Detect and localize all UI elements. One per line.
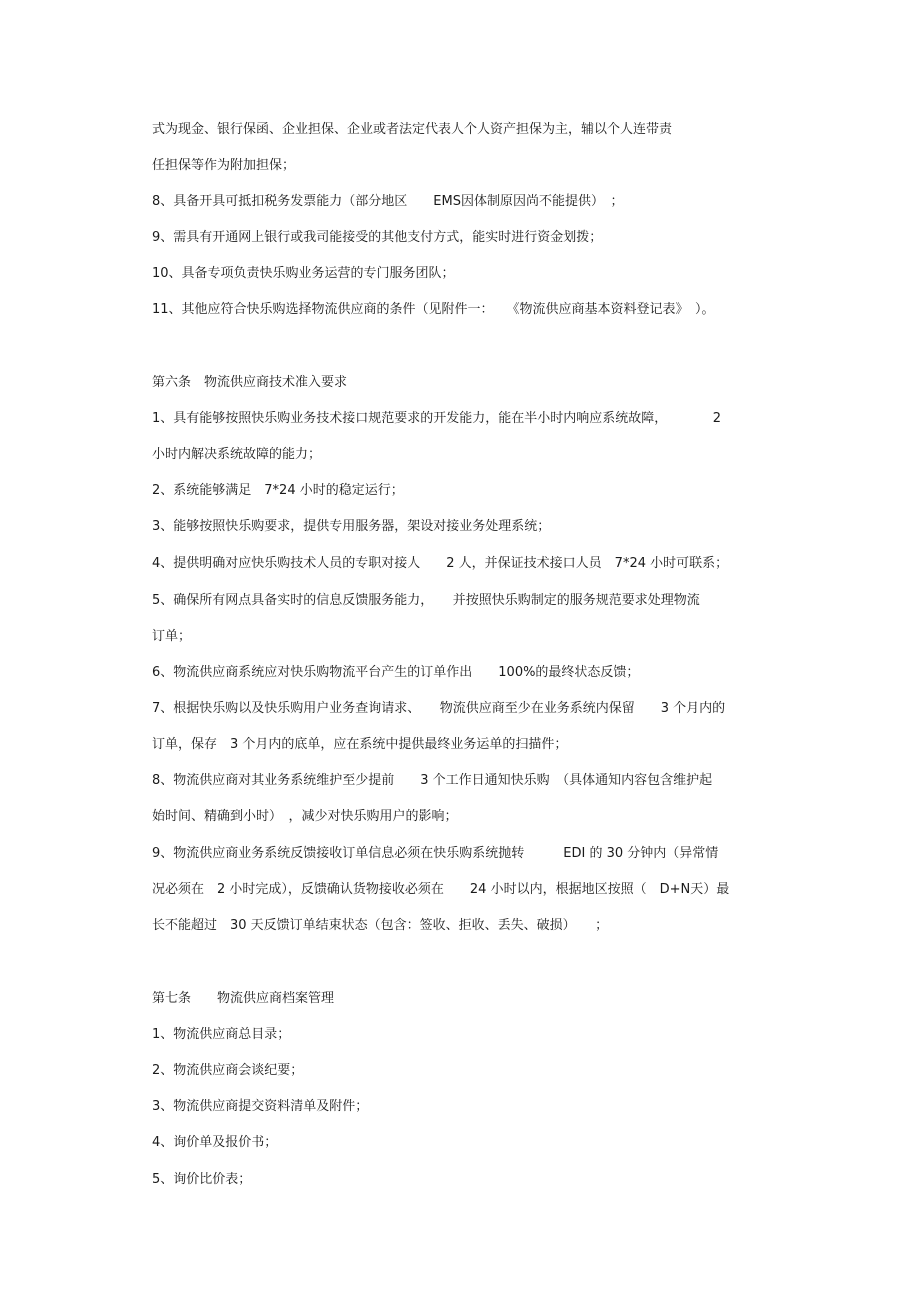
text-line: 式为现金、银行保函、企业担保、企业或者法定代表人个人资产担保为主，辅以个人连带责 xyxy=(152,122,673,137)
text-line: 始时间、精确到小时） ，减少对快乐购用户的影响； xyxy=(152,809,458,824)
text-line: 小时内解决系统故障的能力； xyxy=(152,447,322,462)
text-line: 3、能够按照快乐购要求，提供专用服务器，架设对接业务处理系统； xyxy=(152,519,551,534)
text-line: 5、询价比价表； xyxy=(152,1172,252,1187)
text-line: 6、物流供应商系统应对快乐购物流平台产生的订单作出 100%的最终状态反馈； xyxy=(152,665,640,680)
text-line: 2、系统能够满足 7*24 小时的稳定运行； xyxy=(152,483,404,498)
text-line: 7、根据快乐购以及快乐购用户业务查询请求、 物流供应商至少在业务系统内保留 3 个月内的 xyxy=(152,701,726,716)
text-line: 4、提供明确对应快乐购技术人员的专职对接人 2 人，并保证技术接口人员 7*24 小时可联系； xyxy=(152,556,729,571)
text-line: 11、其他应符合快乐购选择物流供应商的条件（见附件一： 《物流供应商基本资料登记表》 ）。 xyxy=(152,302,715,317)
text-line: 5、确保所有网点具备实时的信息反馈服务能力， 并按照快乐购制定的服务规范要求处理物流 xyxy=(152,593,700,608)
section-heading: 第六条 物流供应商技术准入要求 xyxy=(152,375,348,390)
text-line: 4、询价单及报价书； xyxy=(152,1135,278,1150)
text-line: 订单，保存 3 个月内的底单，应在系统中提供最终业务运单的扫描件； xyxy=(152,737,568,752)
text-line: 2、物流供应商会谈纪要； xyxy=(152,1063,304,1078)
text-line: 9、物流供应商业务系统反馈接收订单信息必须在快乐购系统抛转 EDI 的 30 分钟内（异常情 xyxy=(152,846,719,861)
text-line: 1、具有能够按照快乐购业务技术接口规范要求的开发能力，能在半小时内响应系统故障， 2 xyxy=(152,411,722,426)
text-line: 况必须在 2 小时完成），反馈确认货物接收必须在 24 小时以内，根据地区按照（ D+N天）最 xyxy=(152,882,730,897)
text-line: 任担保等作为附加担保； xyxy=(152,158,296,173)
text-line: 10、具备专项负责快乐购业务运营的专门服务团队； xyxy=(152,266,455,281)
text-line: 1、物流供应商总目录； xyxy=(152,1027,291,1042)
text-line: 8、具备开具可抵扣税务发票能力（部分地区 EMS因体制原因尚不能提供） ； xyxy=(152,194,624,209)
text-line: 长不能超过 30 天反馈订单结束状态（包含：签收、拒收、丢失、破损） ； xyxy=(152,918,609,933)
text-line: 8、物流供应商对其业务系统维护至少提前 3 个工作日通知快乐购 （具体通知内容包含维护起 xyxy=(152,773,713,788)
text-line: 订单； xyxy=(152,629,192,644)
text-line: 9、需具有开通网上银行或我司能接受的其他支付方式，能实时进行资金划拨； xyxy=(152,230,603,245)
section-heading: 第七条 物流供应商档案管理 xyxy=(152,991,335,1006)
text-line: 3、物流供应商提交资料清单及附件； xyxy=(152,1099,369,1114)
